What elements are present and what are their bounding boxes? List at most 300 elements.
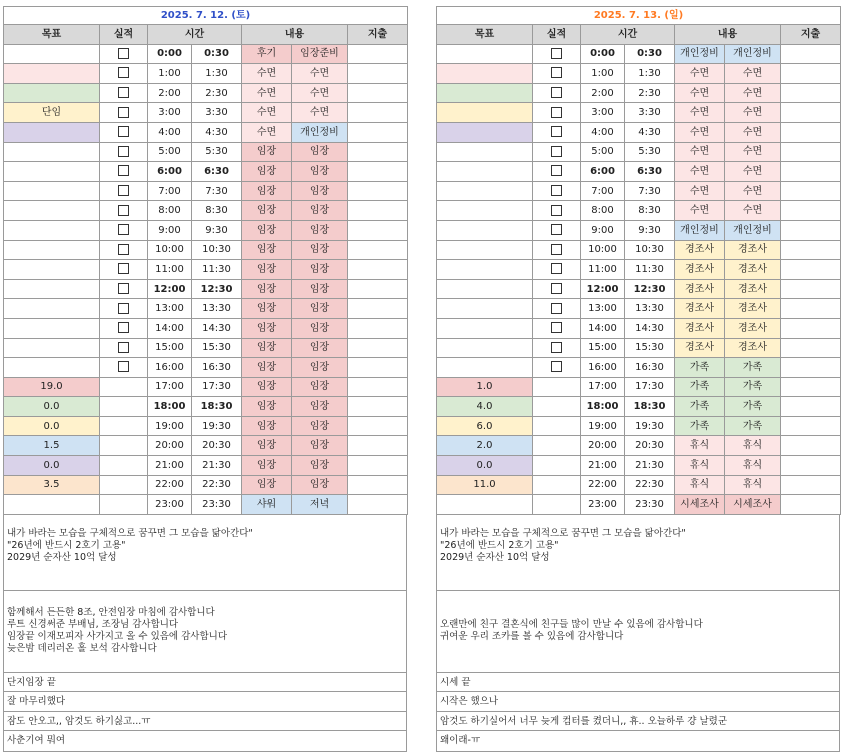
activity-cell-2: 휴식 <box>725 456 781 476</box>
schedule-row <box>437 436 841 456</box>
end-time-cell: 23:30 <box>625 495 675 515</box>
end-time-cell: 15:30 <box>625 338 675 358</box>
goal-cell <box>4 142 100 162</box>
start-time-cell: 11:00 <box>148 260 192 280</box>
expense-cell <box>348 83 408 103</box>
end-time-cell: 10:30 <box>192 240 242 260</box>
activity-cell-2: 경조사 <box>725 299 781 319</box>
start-time-cell: 23:00 <box>148 495 192 515</box>
actual-cell <box>533 260 581 280</box>
goal-cell: 19.0 <box>4 377 100 397</box>
start-time-cell: 20:00 <box>581 436 625 456</box>
goal-cell <box>437 495 533 515</box>
actual-cell <box>533 318 581 338</box>
actual-cell <box>100 299 148 319</box>
start-time-cell: 6:00 <box>581 162 625 182</box>
actual-cell <box>100 279 148 299</box>
goal-cell <box>4 318 100 338</box>
schedule-row <box>4 358 408 378</box>
goal-cell <box>437 103 533 123</box>
goal-cell: 3.5 <box>4 475 100 495</box>
vision-quote: 내가 바라는 모습을 구체적으로 꿈꾸면 그 모습을 닮아간다" "26년에 반드시 2호기 고용" 2029년 순자산 10억 달성 <box>4 515 406 591</box>
activity-cell-1: 경조사 <box>675 240 725 260</box>
start-time-cell: 18:00 <box>148 397 192 417</box>
goal-cell <box>437 181 533 201</box>
end-time-cell: 19:30 <box>192 416 242 436</box>
journal-line-3: 잠도 안오고,, 암것도 하기싫고...ㅠ <box>4 712 406 732</box>
end-time-cell: 14:30 <box>625 318 675 338</box>
schedule-row <box>437 201 841 221</box>
activity-cell-1: 수면 <box>675 181 725 201</box>
start-time-cell: 16:00 <box>148 358 192 378</box>
expense-cell <box>781 338 841 358</box>
activity-cell-1: 임장 <box>242 142 292 162</box>
journal-line-1: 단지임장 끝 <box>4 673 406 693</box>
activity-cell-1: 임장 <box>242 260 292 280</box>
schedule-row <box>4 142 408 162</box>
goal-cell <box>4 44 100 64</box>
actual-cell <box>100 416 148 436</box>
schedule-table <box>436 6 841 515</box>
actual-cell <box>533 299 581 319</box>
checkbox[interactable] <box>118 303 129 314</box>
start-time-cell: 4:00 <box>581 122 625 142</box>
activity-cell-2: 수면 <box>725 181 781 201</box>
activity-cell-2: 휴식 <box>725 436 781 456</box>
goal-cell <box>437 83 533 103</box>
schedule-row <box>437 299 841 319</box>
actual-cell <box>100 142 148 162</box>
activity-cell-1: 경조사 <box>675 260 725 280</box>
checkbox[interactable] <box>551 322 562 333</box>
start-time-cell: 14:00 <box>148 318 192 338</box>
goal-cell: 2.0 <box>437 436 533 456</box>
checkbox[interactable] <box>551 87 562 98</box>
start-time-cell: 22:00 <box>581 475 625 495</box>
schedule-row <box>4 201 408 221</box>
end-time-cell: 0:30 <box>192 44 242 64</box>
start-time-cell: 9:00 <box>581 220 625 240</box>
actual-cell <box>100 64 148 84</box>
actual-cell <box>533 44 581 64</box>
schedule-row <box>4 122 408 142</box>
goal-cell: 4.0 <box>437 397 533 417</box>
goal-cell <box>4 122 100 142</box>
expense-cell <box>781 240 841 260</box>
goal-cell <box>437 142 533 162</box>
expense-cell <box>781 220 841 240</box>
gratitude-text: 함께해서 든든한 8조, 안전임장 마침에 감사합니다 루트 신경써준 부배님, 조장님 감사합니다 임장끝 이재모피자 사가지고 올 수 있음에 감사합니다 늦은밤 데리러온 홀 보석 감사합니다 <box>7 607 228 655</box>
schedule-row <box>4 318 408 338</box>
end-time-cell: 3:30 <box>625 103 675 123</box>
end-time-cell: 14:30 <box>192 318 242 338</box>
start-time-cell: 22:00 <box>148 475 192 495</box>
expense-cell <box>348 103 408 123</box>
start-time-cell: 13:00 <box>581 299 625 319</box>
schedule-row <box>4 279 408 299</box>
checkbox[interactable] <box>551 244 562 255</box>
expense-cell <box>781 495 841 515</box>
goal-cell: 0.0 <box>4 416 100 436</box>
activity-cell-1: 임장 <box>242 416 292 436</box>
start-time-cell: 15:00 <box>148 338 192 358</box>
activity-cell-1: 수면 <box>675 142 725 162</box>
actual-cell <box>533 436 581 456</box>
goal-cell <box>437 162 533 182</box>
activity-cell-2: 수면 <box>725 83 781 103</box>
expense-cell <box>348 358 408 378</box>
expense-cell <box>348 299 408 319</box>
checkbox[interactable] <box>118 165 129 176</box>
expense-cell <box>781 103 841 123</box>
vision-quote: 내가 바라는 모습을 구체적으로 꿈꾸면 그 모습을 닮아간다" "26년에 반드시 2호기 고용" 2029년 순자산 10억 달성 <box>437 515 839 591</box>
actual-cell <box>100 162 148 182</box>
schedule-row <box>437 122 841 142</box>
gratitude-note <box>4 591 406 673</box>
schedule-row <box>4 83 408 103</box>
checkbox[interactable] <box>118 263 129 274</box>
checkbox[interactable] <box>118 87 129 98</box>
notes-section <box>3 515 407 752</box>
actual-cell <box>100 397 148 417</box>
actual-cell <box>533 64 581 84</box>
checkbox[interactable] <box>118 146 129 157</box>
start-time-cell: 0:00 <box>581 44 625 64</box>
activity-cell-2: 임장 <box>292 338 348 358</box>
expense-cell <box>781 122 841 142</box>
activity-cell-2: 경조사 <box>725 260 781 280</box>
start-time-cell: 14:00 <box>581 318 625 338</box>
activity-cell-1: 경조사 <box>675 318 725 338</box>
checkbox[interactable] <box>118 283 129 294</box>
schedule-row <box>437 397 841 417</box>
activity-cell-2: 임장 <box>292 240 348 260</box>
end-time-cell: 21:30 <box>192 456 242 476</box>
checkbox[interactable] <box>118 67 129 78</box>
activity-cell-1: 임장 <box>242 279 292 299</box>
notes-section <box>436 515 840 752</box>
schedule-row <box>4 44 408 64</box>
checkbox[interactable] <box>551 205 562 216</box>
end-time-cell: 2:30 <box>625 83 675 103</box>
start-time-cell: 7:00 <box>581 181 625 201</box>
goal-cell <box>437 122 533 142</box>
activity-cell-2: 임장 <box>292 377 348 397</box>
activity-cell-2: 경조사 <box>725 318 781 338</box>
activity-cell-2: 가족 <box>725 416 781 436</box>
schedule-row <box>4 338 408 358</box>
checkbox[interactable] <box>551 146 562 157</box>
journal-line-2: 잘 마무리했다 <box>4 692 406 712</box>
start-time-cell: 1:00 <box>581 64 625 84</box>
checkbox[interactable] <box>551 126 562 137</box>
activity-cell-1: 임장 <box>242 240 292 260</box>
actual-cell <box>100 377 148 397</box>
expense-cell <box>781 142 841 162</box>
activity-cell-1: 가족 <box>675 397 725 417</box>
activity-cell-1: 수면 <box>242 83 292 103</box>
activity-cell-1: 임장 <box>242 162 292 182</box>
expense-cell <box>348 122 408 142</box>
start-time-cell: 1:00 <box>148 64 192 84</box>
activity-cell-2: 임장 <box>292 220 348 240</box>
schedule-row <box>437 260 841 280</box>
actual-cell <box>533 162 581 182</box>
actual-cell <box>100 220 148 240</box>
schedule-row <box>4 260 408 280</box>
actual-cell <box>100 358 148 378</box>
schedule-row <box>437 44 841 64</box>
schedule-row <box>4 397 408 417</box>
actual-cell <box>533 279 581 299</box>
goal-cell: 0.0 <box>437 456 533 476</box>
goal-cell <box>437 279 533 299</box>
checkbox[interactable] <box>551 165 562 176</box>
end-time-cell: 6:30 <box>625 162 675 182</box>
activity-cell-2: 수면 <box>292 103 348 123</box>
checkbox[interactable] <box>551 361 562 372</box>
end-time-cell: 8:30 <box>192 201 242 221</box>
start-time-cell: 15:00 <box>581 338 625 358</box>
goal-cell <box>437 338 533 358</box>
activity-cell-2: 임장준비 <box>292 44 348 64</box>
activity-cell-2: 가족 <box>725 377 781 397</box>
expense-cell <box>348 397 408 417</box>
actual-cell <box>100 44 148 64</box>
start-time-cell: 9:00 <box>148 220 192 240</box>
activity-cell-2: 임장 <box>292 416 348 436</box>
activity-cell-2: 수면 <box>725 162 781 182</box>
activity-cell-1: 수면 <box>675 103 725 123</box>
expense-cell <box>348 260 408 280</box>
journal-line-1: 시세 끝 <box>437 673 839 693</box>
actual-cell <box>533 397 581 417</box>
activity-cell-1: 임장 <box>242 318 292 338</box>
schedule-row <box>4 64 408 84</box>
start-time-cell: 12:00 <box>581 279 625 299</box>
activity-cell-1: 개인정비 <box>675 44 725 64</box>
activity-cell-2: 수면 <box>725 201 781 221</box>
activity-cell-1: 가족 <box>675 358 725 378</box>
goal-cell <box>4 201 100 221</box>
end-time-cell: 22:30 <box>192 475 242 495</box>
goal-cell <box>4 240 100 260</box>
expense-cell <box>348 220 408 240</box>
end-time-cell: 1:30 <box>192 64 242 84</box>
actual-cell <box>533 377 581 397</box>
checkbox[interactable] <box>551 283 562 294</box>
expense-cell <box>781 377 841 397</box>
goal-cell <box>437 318 533 338</box>
goal-cell <box>4 358 100 378</box>
end-time-cell: 11:30 <box>625 260 675 280</box>
checkbox[interactable] <box>551 342 562 353</box>
start-time-cell: 0:00 <box>148 44 192 64</box>
checkbox[interactable] <box>118 224 129 235</box>
expense-cell <box>781 162 841 182</box>
activity-cell-1: 가족 <box>675 416 725 436</box>
schedule-table <box>3 6 408 515</box>
end-time-cell: 23:30 <box>192 495 242 515</box>
goal-cell <box>437 44 533 64</box>
checkbox[interactable] <box>551 224 562 235</box>
header-time: 시간 <box>148 25 242 45</box>
activity-cell-1: 임장 <box>242 358 292 378</box>
activity-cell-2: 수면 <box>725 142 781 162</box>
actual-cell <box>533 122 581 142</box>
actual-cell <box>533 456 581 476</box>
activity-cell-2: 임장 <box>292 358 348 378</box>
actual-cell <box>100 456 148 476</box>
schedule-row <box>437 103 841 123</box>
end-time-cell: 12:30 <box>192 279 242 299</box>
checkbox[interactable] <box>118 107 129 118</box>
activity-cell-2: 임장 <box>292 475 348 495</box>
journal-line-4: 왜이래-ㅠ <box>440 735 481 747</box>
end-time-cell: 17:30 <box>625 377 675 397</box>
schedule-row <box>437 240 841 260</box>
activity-cell-2: 수면 <box>292 83 348 103</box>
activity-cell-2: 수면 <box>725 122 781 142</box>
expense-cell <box>348 436 408 456</box>
activity-cell-2: 개인정비 <box>292 122 348 142</box>
gratitude-text: 오랜만에 친구 결혼식에 친구들 많이 만날 수 있음에 감사합니다 귀여운 우리 조카를 볼 수 있음에 감사합니다 <box>440 619 703 643</box>
goal-cell: 단임 <box>4 103 100 123</box>
expense-cell <box>781 181 841 201</box>
activity-cell-2: 임장 <box>292 181 348 201</box>
start-time-cell: 8:00 <box>148 201 192 221</box>
start-time-cell: 17:00 <box>148 377 192 397</box>
activity-cell-2: 수면 <box>292 64 348 84</box>
start-time-cell: 6:00 <box>148 162 192 182</box>
date-heading: 2025. 7. 12. (토) <box>4 7 408 25</box>
goal-cell <box>4 64 100 84</box>
actual-cell <box>100 201 148 221</box>
schedule-row <box>437 181 841 201</box>
schedule-row <box>4 299 408 319</box>
goal-cell <box>4 181 100 201</box>
checkbox[interactable] <box>118 126 129 137</box>
activity-cell-1: 수면 <box>242 103 292 123</box>
end-time-cell: 20:30 <box>625 436 675 456</box>
activity-cell-2: 임장 <box>292 436 348 456</box>
actual-cell <box>100 475 148 495</box>
end-time-cell: 9:30 <box>625 220 675 240</box>
checkbox[interactable] <box>118 205 129 216</box>
expense-cell <box>781 318 841 338</box>
actual-cell <box>533 416 581 436</box>
goal-cell <box>4 220 100 240</box>
end-time-cell: 1:30 <box>625 64 675 84</box>
schedule-row <box>437 279 841 299</box>
journal-line-2: 시작은 했으나 <box>437 692 839 712</box>
schedule-row <box>4 377 408 397</box>
goal-cell <box>4 162 100 182</box>
activity-cell-1: 수면 <box>675 201 725 221</box>
start-time-cell: 20:00 <box>148 436 192 456</box>
actual-cell <box>533 201 581 221</box>
activity-cell-2: 경조사 <box>725 279 781 299</box>
end-time-cell: 4:30 <box>625 122 675 142</box>
expense-cell <box>348 162 408 182</box>
activity-cell-1: 휴식 <box>675 475 725 495</box>
start-time-cell: 2:00 <box>581 83 625 103</box>
end-time-cell: 15:30 <box>192 338 242 358</box>
goal-cell: 0.0 <box>4 397 100 417</box>
checkbox[interactable] <box>118 361 129 372</box>
end-time-cell: 5:30 <box>625 142 675 162</box>
expense-cell <box>348 495 408 515</box>
goal-cell <box>437 358 533 378</box>
end-time-cell: 10:30 <box>625 240 675 260</box>
goal-cell <box>4 83 100 103</box>
header-goal: 목표 <box>437 25 533 45</box>
expense-cell <box>781 201 841 221</box>
goal-cell <box>4 260 100 280</box>
checkbox[interactable] <box>118 48 129 59</box>
schedule-row <box>437 377 841 397</box>
checkbox[interactable] <box>551 303 562 314</box>
checkbox[interactable] <box>551 67 562 78</box>
activity-cell-1: 임장 <box>242 201 292 221</box>
start-time-cell: 12:00 <box>148 279 192 299</box>
expense-cell <box>781 436 841 456</box>
expense-cell <box>348 44 408 64</box>
actual-cell <box>100 260 148 280</box>
expense-cell <box>781 83 841 103</box>
activity-cell-1: 임장 <box>242 377 292 397</box>
schedule-row <box>437 416 841 436</box>
activity-cell-1: 수면 <box>242 64 292 84</box>
activity-cell-1: 경조사 <box>675 338 725 358</box>
checkbox[interactable] <box>118 185 129 196</box>
expense-cell <box>781 397 841 417</box>
schedule-row <box>437 456 841 476</box>
activity-cell-2: 휴식 <box>725 475 781 495</box>
checkbox[interactable] <box>118 342 129 353</box>
goal-cell <box>437 240 533 260</box>
checkbox[interactable] <box>551 107 562 118</box>
expense-cell <box>348 456 408 476</box>
activity-cell-1: 가족 <box>675 377 725 397</box>
end-time-cell: 17:30 <box>192 377 242 397</box>
activity-cell-2: 경조사 <box>725 240 781 260</box>
activity-cell-2: 가족 <box>725 397 781 417</box>
activity-cell-2: 개인정비 <box>725 44 781 64</box>
checkbox[interactable] <box>551 185 562 196</box>
goal-cell <box>4 338 100 358</box>
checkbox[interactable] <box>551 263 562 274</box>
checkbox[interactable] <box>118 322 129 333</box>
end-time-cell: 18:30 <box>192 397 242 417</box>
goal-cell: 1.0 <box>437 377 533 397</box>
actual-cell <box>100 318 148 338</box>
activity-cell-1: 휴식 <box>675 456 725 476</box>
schedule-row <box>437 338 841 358</box>
activity-cell-2: 임장 <box>292 162 348 182</box>
activity-cell-1: 개인정비 <box>675 220 725 240</box>
start-time-cell: 10:00 <box>148 240 192 260</box>
expense-cell <box>348 201 408 221</box>
start-time-cell: 7:00 <box>148 181 192 201</box>
actual-cell <box>100 83 148 103</box>
activity-cell-2: 가족 <box>725 358 781 378</box>
actual-cell <box>533 83 581 103</box>
checkbox[interactable] <box>118 244 129 255</box>
schedule-row <box>4 103 408 123</box>
checkbox[interactable] <box>551 48 562 59</box>
actual-cell <box>533 495 581 515</box>
